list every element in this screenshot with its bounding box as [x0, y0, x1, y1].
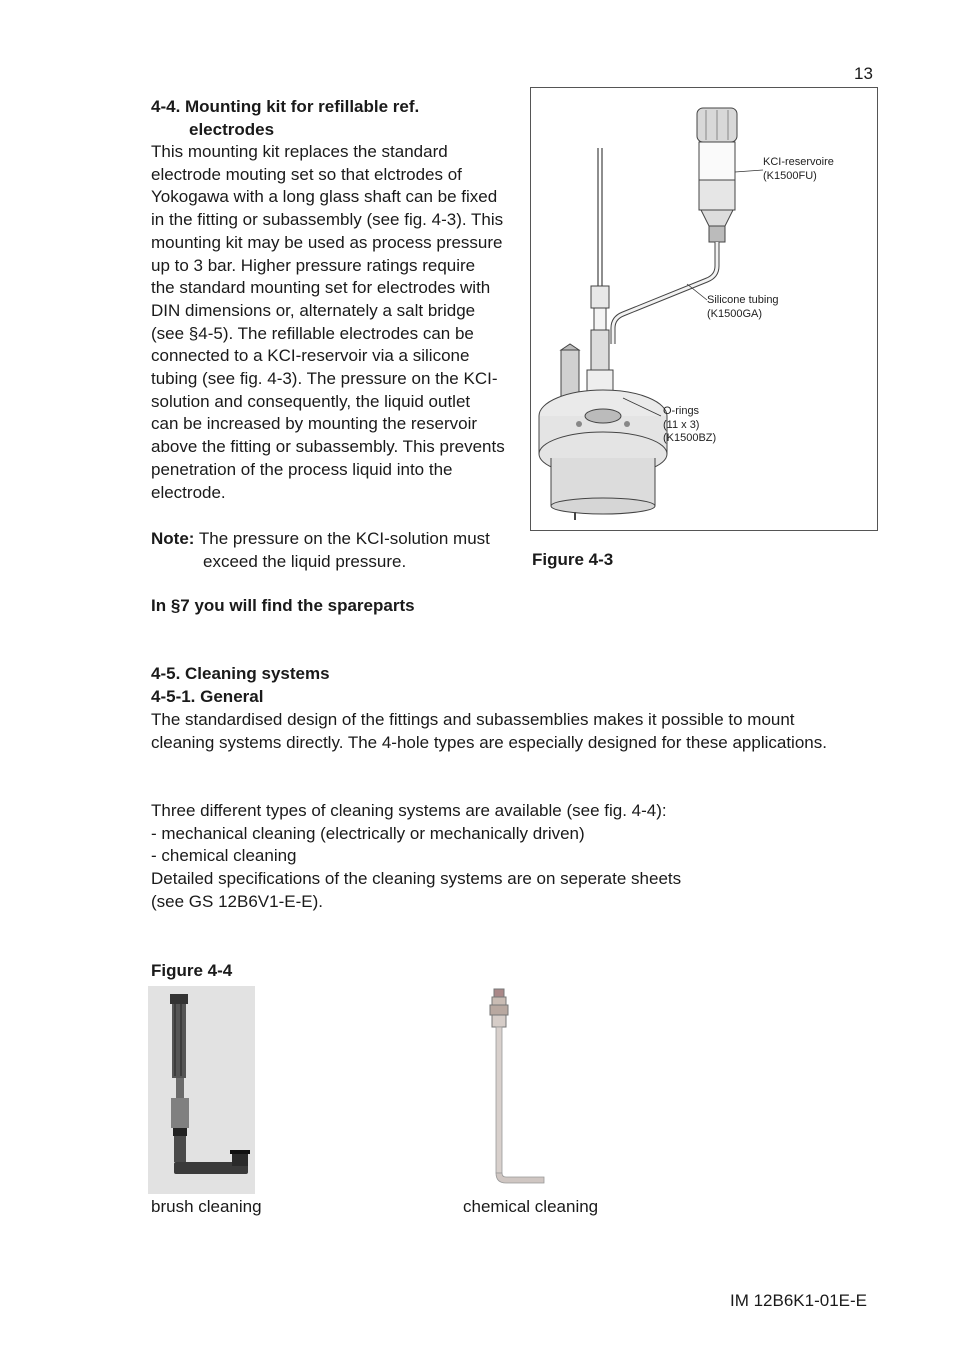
note-line1: The pressure on the KCI-solution must — [194, 529, 490, 548]
section-4-4-heading — [151, 96, 521, 141]
cleaning-types-list — [151, 800, 871, 914]
body-line: in the fitting or subassembly (see fig. 4-3). This — [151, 210, 504, 230]
body-line: (see §4-5). The refillable electrodes can be — [151, 323, 474, 343]
reservoir-callout-line2: (K1500FU) — [763, 169, 817, 182]
body-line: up to 3 bar. Higher pressure ratings require — [151, 255, 476, 275]
orings-callout — [663, 405, 716, 446]
body-line: cleaning systems directly. The 4-hole types are especially designed for these applications. — [151, 732, 827, 752]
body-line: can be increased by mounting the reservoir — [151, 414, 478, 434]
section-4-4-title-line2: electrodes — [189, 119, 275, 139]
figure-4-4-caption: Figure 4-4 — [151, 961, 233, 980]
body-line: tubing (see fig. 4-3). The pressure on the KCI- — [151, 369, 498, 389]
section-4-5-1-heading: 4-5-1. General — [151, 687, 264, 706]
reservoir-callout — [763, 156, 834, 183]
body-line: solution and consequently, the liquid outlet — [151, 391, 471, 411]
body-line: Three different types of cleaning systems are available (see fig. 4-4): — [151, 801, 667, 820]
list-item: - chemical cleaning — [151, 846, 297, 866]
chemical-cleaning-label: chemical cleaning — [463, 1197, 599, 1216]
section-4-5-1-body — [151, 709, 871, 754]
section-4-5-heading: 4-5. Cleaning systems — [151, 664, 330, 683]
body-line: mounting kit may be used as process pressure — [151, 232, 503, 252]
chemical-cleaning-photo — [488, 985, 548, 1190]
body-line: Detailed specifications of the cleaning systems are on seperate sheets — [151, 869, 682, 889]
body-line: electrode. — [151, 482, 226, 502]
orings-callout-line3: (K1500BZ) — [663, 432, 717, 444]
body-line: the standard mounting set for electrodes with — [151, 278, 491, 298]
document-id: IM 12B6K1-01E-E — [730, 1291, 868, 1310]
body-line: This mounting kit replaces the standard — [151, 142, 448, 161]
page-number: 13 — [854, 64, 873, 83]
section-4-4-title-line1: 4-4. Mounting kit for refillable ref. — [151, 97, 420, 116]
brush-cleaning-label: brush cleaning — [151, 1197, 262, 1216]
orings-callout-line2: (11 x 3) — [663, 418, 700, 431]
figure-4-3-frame — [530, 87, 878, 531]
section-4-4-body — [151, 141, 526, 504]
body-line: connected to a KCI-reservoir via a silicone — [151, 346, 470, 366]
body-line: DIN dimensions or, alternately a salt bridge — [151, 300, 476, 320]
figure-4-3-caption: Figure 4-3 — [532, 550, 614, 569]
tubing-callout — [707, 294, 779, 321]
body-line: Yokogawa with a long glass shaft can be fixed — [151, 187, 498, 207]
body-line: above the fitting or subassembly. This prevents — [151, 437, 505, 457]
tubing-callout-line2: (K1500GA) — [707, 307, 763, 320]
body-line: (see GS 12B6V1-E-E). — [151, 891, 323, 911]
body-line: The standardised design of the fittings and subassemblies makes it possible to mount — [151, 710, 795, 729]
body-line: penetration of the process liquid into the — [151, 459, 453, 479]
orings-callout-line1: O-rings — [663, 405, 700, 417]
note-label: Note: — [151, 529, 195, 548]
list-item: - mechanical cleaning (electrically or mechanically driven) — [151, 823, 585, 843]
note-line2: exceed the liquid pressure. — [203, 551, 407, 571]
pressure-note — [151, 528, 521, 573]
tubing-callout-line1: Silicone tubing — [707, 294, 779, 306]
brush-cleaning-photo — [148, 986, 255, 1194]
spareparts-reference: In §7 you will find the spareparts — [151, 596, 415, 615]
body-line: electrode mouting set so that elctrodes of — [151, 164, 462, 184]
mounting-kit-illustration — [531, 88, 877, 530]
reservoir-callout-line1: KCI-reservoire — [763, 156, 834, 168]
